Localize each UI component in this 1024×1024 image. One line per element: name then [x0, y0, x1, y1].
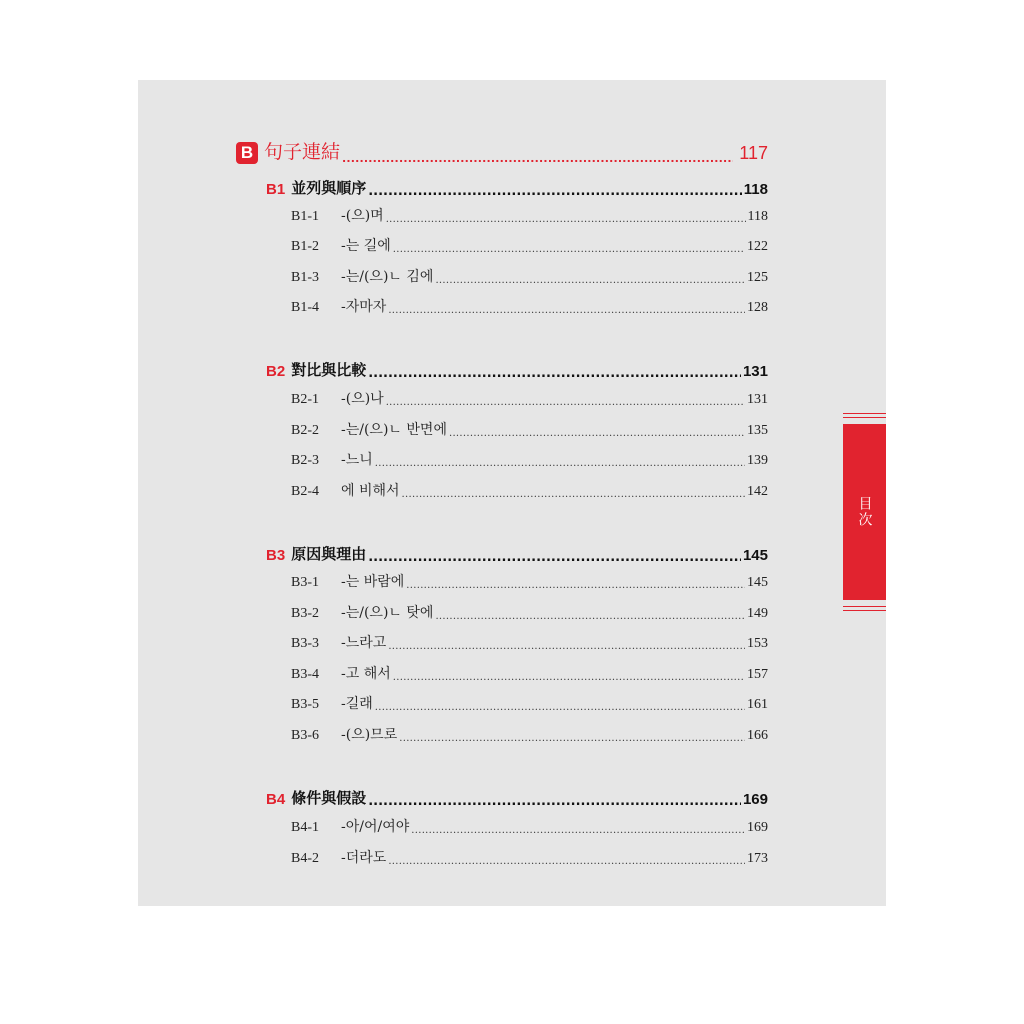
- item-title: -는/(으)ㄴ 탓에: [341, 605, 434, 621]
- item-page-number: 169: [747, 820, 768, 835]
- item-title: -더라도: [341, 850, 387, 866]
- item-code: B2-3: [291, 453, 319, 468]
- toc-item-b2-2[interactable]: [291, 419, 768, 439]
- section-code: B2: [266, 363, 286, 380]
- item-page-number: 166: [747, 728, 768, 743]
- section-title: 並列與順序: [291, 179, 367, 197]
- toc-item-b3-3[interactable]: [291, 632, 768, 652]
- item-code: B2-2: [291, 423, 319, 438]
- part-badge: B: [236, 142, 258, 164]
- item-code: B3-1: [291, 575, 319, 590]
- dot-leader: [368, 185, 742, 198]
- dot-leader: [375, 459, 745, 469]
- item-page-number: 122: [747, 239, 768, 254]
- toc-item-b3-1[interactable]: [291, 571, 768, 591]
- toc-section-b3[interactable]: [266, 542, 768, 564]
- item-code: B3-3: [291, 636, 319, 651]
- item-page-number: 161: [747, 697, 768, 712]
- dot-leader: [368, 367, 741, 380]
- toc-section-b1[interactable]: [266, 176, 768, 198]
- item-code: B3-6: [291, 728, 319, 743]
- dot-leader: [435, 612, 745, 622]
- section-page-number: 131: [742, 363, 768, 380]
- item-title: -느라고: [341, 635, 387, 651]
- item-page-number: 149: [747, 606, 768, 621]
- dot-leader: [402, 490, 745, 500]
- item-code: B2-1: [291, 392, 319, 407]
- item-code: B3-5: [291, 697, 319, 712]
- item-code: B4-2: [291, 851, 319, 866]
- item-title: -길래: [341, 696, 373, 712]
- toc-item-b3-6[interactable]: [291, 724, 768, 744]
- side-tab-toc[interactable]: [843, 424, 886, 600]
- item-page-number: 145: [747, 575, 768, 590]
- section-page-number: 118: [743, 181, 768, 198]
- item-code: B2-4: [291, 484, 319, 499]
- section-page-number: 145: [742, 547, 768, 564]
- item-title: 에 비해서: [341, 483, 400, 499]
- item-page-number: 125: [747, 270, 768, 285]
- item-page-number: 157: [747, 667, 768, 682]
- dot-leader: [388, 306, 745, 316]
- item-page-number: 118: [747, 209, 768, 224]
- dot-leader: [435, 276, 745, 286]
- toc-item-b1-3[interactable]: [291, 266, 768, 286]
- item-title: -자마자: [341, 299, 387, 315]
- dot-leader: [399, 734, 745, 744]
- toc-item-b3-5[interactable]: [291, 693, 768, 713]
- item-code: B1-1: [291, 209, 319, 224]
- toc-page: [138, 80, 886, 906]
- item-title: -는/(으)ㄴ 김에: [341, 269, 434, 285]
- section-code: B3: [266, 547, 286, 564]
- dot-leader: [449, 429, 745, 439]
- item-code: B1-3: [291, 270, 319, 285]
- toc-section-b4[interactable]: [266, 786, 768, 808]
- item-title: -고 해서: [341, 666, 391, 682]
- dot-leader: [411, 826, 745, 836]
- dot-leader: [388, 857, 745, 867]
- table-of-contents: [138, 80, 886, 906]
- item-page-number: 142: [747, 484, 768, 499]
- toc-item-b2-3[interactable]: [291, 449, 768, 469]
- toc-item-b1-1[interactable]: [291, 205, 768, 225]
- item-title: -는 길에: [341, 238, 391, 254]
- item-page-number: 173: [747, 851, 768, 866]
- dot-leader: [386, 215, 746, 225]
- toc-item-b2-4[interactable]: [291, 480, 768, 500]
- toc-item-b2-1[interactable]: [291, 388, 768, 408]
- section-title: 條件與假設: [291, 789, 367, 807]
- item-page-number: 131: [747, 392, 768, 407]
- dot-leader: [368, 551, 741, 564]
- side-tab-line-bottom-inner: [843, 606, 886, 607]
- section-code: B4: [266, 791, 286, 808]
- toc-item-b4-1[interactable]: [291, 816, 768, 836]
- side-tab-line-bottom: [843, 610, 886, 611]
- dot-leader: [393, 673, 745, 683]
- item-title: -아/어/여야: [341, 819, 410, 835]
- item-page-number: 153: [747, 636, 768, 651]
- dot-leader: [393, 245, 745, 255]
- toc-item-b4-2[interactable]: [291, 847, 768, 867]
- item-title: -(으)며: [341, 208, 384, 224]
- section-title: 對比與比較: [291, 361, 367, 379]
- dot-leader: [406, 581, 745, 591]
- part-page-number: 117: [739, 143, 768, 163]
- section-title: 原因與理由: [291, 545, 367, 563]
- item-page-number: 135: [747, 423, 768, 438]
- part-title: 句子連結: [264, 141, 341, 163]
- side-tab-label: 目次: [856, 496, 873, 528]
- side-tab-line-top: [843, 413, 886, 414]
- side-tab-line-top-inner: [843, 417, 886, 418]
- dot-leader: [386, 398, 745, 408]
- toc-part-heading[interactable]: [236, 138, 768, 164]
- item-page-number: 139: [747, 453, 768, 468]
- section-page-number: 169: [742, 791, 768, 808]
- item-title: -는/(으)ㄴ 반면에: [341, 422, 447, 438]
- dot-leader: [368, 795, 741, 808]
- item-code: B4-1: [291, 820, 319, 835]
- toc-item-b1-4[interactable]: [291, 296, 768, 316]
- toc-section-b2[interactable]: [266, 358, 768, 380]
- toc-item-b1-2[interactable]: [291, 235, 768, 255]
- section-code: B1: [266, 181, 286, 198]
- item-title: -(으)므로: [341, 727, 398, 743]
- dot-leader: [342, 153, 733, 164]
- item-code: B1-4: [291, 300, 319, 315]
- item-page-number: 128: [747, 300, 768, 315]
- item-code: B1-2: [291, 239, 319, 254]
- item-title: -는 바람에: [341, 574, 405, 590]
- item-code: B3-4: [291, 667, 319, 682]
- item-code: B3-2: [291, 606, 319, 621]
- dot-leader: [375, 703, 745, 713]
- item-title: -(으)나: [341, 391, 384, 407]
- dot-leader: [388, 642, 745, 652]
- toc-item-b3-4[interactable]: [291, 663, 768, 683]
- item-title: -느니: [341, 452, 373, 468]
- toc-item-b3-2[interactable]: [291, 602, 768, 622]
